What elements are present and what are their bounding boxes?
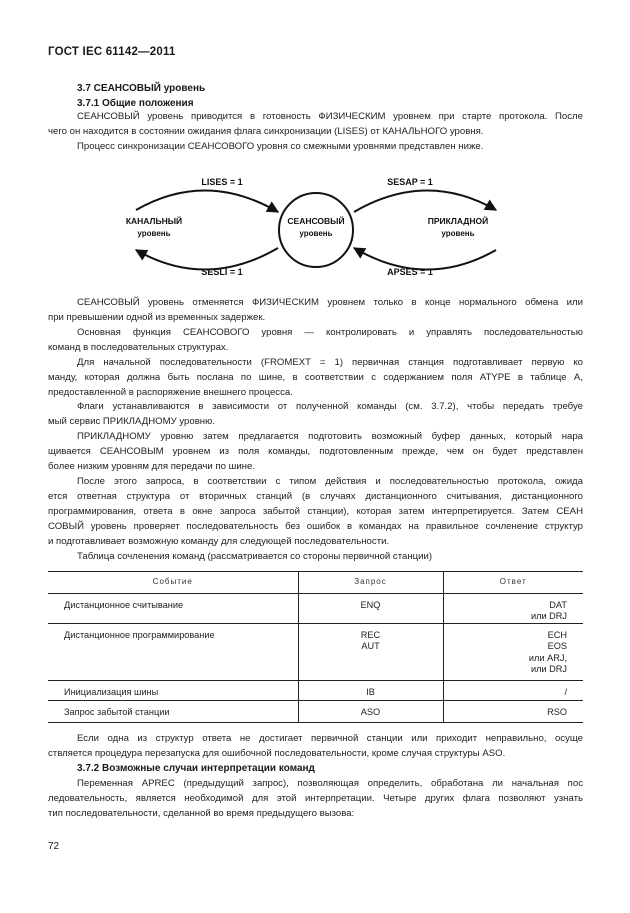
paragraph-line: Флаги устанавливаются в зависимости от полученной команды (см. 3.7.2), чтобы передать требуе <box>77 401 583 412</box>
paragraph-line: ледовательность, является необходимой для этой интерпретации. Четыре других флага позволяют узнать <box>48 793 583 804</box>
paragraph-line: После этого запроса, в соответствии с типом действия и последовательностью протокола, ожида <box>77 476 583 487</box>
paragraph-line: СЕАНСОВЫЙ уровень отменяется ФИЗИЧЕСКИМ уровнем только в конце нормального обмена или <box>77 297 583 308</box>
subsection-title: 3.7.1 Общие положения <box>77 98 194 109</box>
header-answer: Ответ <box>443 571 583 593</box>
subsection-title: 3.7.2 Возможные случаи интерпретации команд <box>77 763 315 774</box>
paragraph-line: Для начальной последовательности (FROMEXT = 1) первичная станция подготавливает первую ко <box>77 357 583 368</box>
paragraph-line: ется ответная структура от вторичных станций (в случаях дистанционного считывания, дистанционного <box>48 491 583 502</box>
table-caption: Таблица сочленения команд (рассматривается со стороны первичной станции) <box>77 551 433 562</box>
session-layer-label: СЕАНСОВЫЙ <box>287 216 345 226</box>
cell-request: IB <box>298 680 443 700</box>
paragraph-line: при превышении одной из временных задержек. <box>48 312 266 323</box>
paragraph-line: манду, которая должна быть послана по шине, в соответствии с содержанием поля ATYPE в таблице А, <box>48 372 583 383</box>
command-sequencing-table <box>48 571 583 722</box>
paragraph-line: предоставленной в распоряжение внешнего процесса. <box>48 387 293 398</box>
paragraph-line: более низким уровням для передачи по шине. <box>48 461 255 472</box>
channel-layer-label: КАНАЛЬНЫЙ <box>125 216 183 226</box>
paragraph-line: щивается СЕАНСОВЫМ уровнем из поля команды, подготовленным прежде, чем он будет представлен <box>48 446 583 457</box>
paragraph-line: чего он находится в состоянии ожидания флага синхронизации (LISES) от КАНАЛЬНОГО уровня. <box>48 126 484 137</box>
cell-answer: DAT или DRJ <box>443 593 583 623</box>
paragraph-line: СЕАНСОВЫЙ уровень приводится в готовность ФИЗИЧЕСКИМ уровнем при старте протокола. После <box>77 111 583 122</box>
session-layer-sublabel: уровень <box>299 229 333 238</box>
page-number: 72 <box>48 841 60 852</box>
standard-header: ГОСТ IEC 61142—2011 <box>48 46 176 58</box>
paragraph-line: ПРИКЛАДНОМУ уровню затем предлагается подготовить возможный буфер данных, который нара <box>77 431 583 442</box>
paragraph-line: программирования, ответа в окне запроса забытой станции), которая затем интерпретируется. Затем СЕАН <box>48 506 583 517</box>
paragraph-line: СОВЫЙ уровень проверяет последовательность без ошибок в командах на правильное сочленение структур <box>48 521 583 532</box>
paragraph-line: Процесс синхронизации СЕАНСОВОГО уровня со смежными уровнями представлен ниже. <box>77 141 484 152</box>
header-request: Запрос <box>298 571 443 593</box>
paragraph-line: мый сервис ПРИКЛАДНОМУ уровню. <box>48 416 215 427</box>
label-lises: LISES = 1 <box>201 177 243 187</box>
section-title: 3.7 СЕАНСОВЫЙ уровень <box>77 83 206 94</box>
table-row <box>48 593 583 623</box>
table-row <box>48 680 583 700</box>
application-layer-label: ПРИКЛАДНОЙ <box>427 216 489 226</box>
table-row <box>48 623 583 680</box>
arrow-sesap <box>354 190 496 212</box>
label-apses: APSES = 1 <box>387 267 433 277</box>
cell-answer: / <box>443 680 583 700</box>
label-sesli: SESLI = 1 <box>201 267 243 277</box>
arrow-lises <box>136 190 278 212</box>
paragraph-line: и подготавливает возможную команду для следующей последовательности. <box>48 536 390 547</box>
paragraph-line: тип последовательности, сделанной во время предыдущего вызова: <box>48 808 355 819</box>
application-layer-sublabel: уровень <box>441 229 475 238</box>
label-sesap: SESAP = 1 <box>387 177 433 187</box>
table-header-row <box>48 571 583 593</box>
cell-event: Дистанционное программирование <box>48 623 298 680</box>
paragraph-line: команд в последовательных структурах. <box>48 342 229 353</box>
cell-event: Дистанционное считывание <box>48 593 298 623</box>
cell-request: ENQ <box>298 593 443 623</box>
synchronization-diagram <box>96 168 536 292</box>
table-row <box>48 700 583 722</box>
cell-request: ASO <box>298 700 443 722</box>
cell-event: Запрос забытой станции <box>48 700 298 722</box>
paragraph-line: Основная функция СЕАНСОВОГО уровня — контролировать и управлять последовательностью <box>77 327 583 338</box>
paragraph-line: ствляется процедура перезапуска для ошибочной последовательности, кроме случая структуры ASO. <box>48 748 506 759</box>
cell-event: Инициализация шины <box>48 680 298 700</box>
paragraph-line: Если одна из структур ответа не достигает первичной станции или приходит неправильно, осуще <box>77 733 583 744</box>
cell-request: REC AUT <box>298 623 443 680</box>
cell-answer: ECH EOS или ARJ, или DRJ <box>443 623 583 680</box>
header-event: Событие <box>48 571 298 593</box>
paragraph-line: Переменная APREC (предыдущий запрос), позволяющая определить, обработана ли начальная пос <box>77 778 583 789</box>
channel-layer-sublabel: уровень <box>137 229 171 238</box>
cell-answer: RSO <box>547 706 567 717</box>
